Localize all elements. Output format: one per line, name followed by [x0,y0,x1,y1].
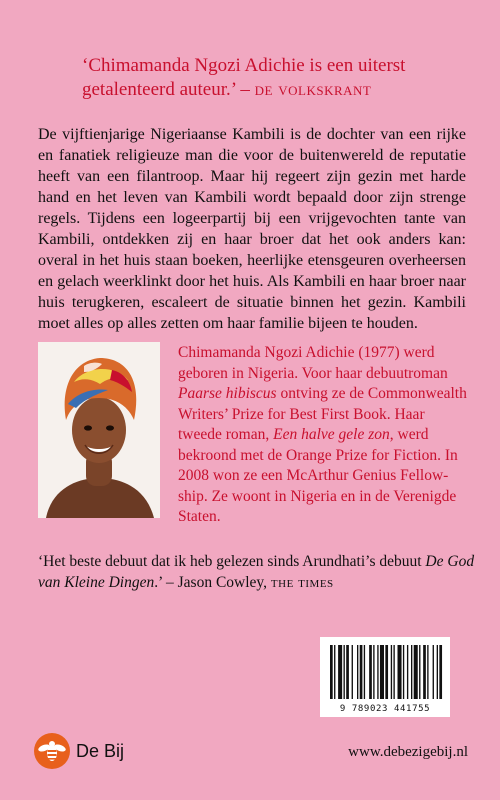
barcode-bars [320,637,450,703]
bio-text-1: Chimamanda Ngozi Adichie (1977) werd geboren in Nigeria. Voor haar debuutroman [178,344,448,382]
top-quote-dash: – [235,79,255,100]
bio-title-2: Een halve gele zon [273,426,390,443]
publisher [34,733,124,769]
author-portrait-image [38,342,160,518]
bee-logo-icon [34,733,70,769]
publisher-website: www.debezigebij.nl [348,744,468,760]
top-quote [82,54,472,102]
bottom-quote-end: .’ – Jason Cowley, [154,574,271,591]
barcode-digits: 9 789023 441755 [339,704,431,714]
bio-text-2: ontving ze de Commonwealth Writers’ Prize for Best First Book. Haar tweede roman, [178,385,467,443]
bottom-quote-text: ‘Het beste debuut dat ik heb gelezen sinds Arundhati’s debuut [38,553,426,570]
author-photo [38,342,160,518]
bottom-quote [38,551,478,593]
bottom-quote-source: the times [270,574,334,591]
author-bio [178,343,468,528]
barcode [320,637,450,717]
bio-title-1: Paarse hibiscus [178,385,277,402]
bio-text-3: , werd bekroond met de Orange Prize for Fiction. In 2008 won ze een McArthur Genius Fellow-ship. Ze woont in Nigeria en in de Verenigde Staten. [178,426,458,525]
book-blurb: De vijftienjarige Nigeriaanse Kambili is de dochter van een rijke en fanatiek religieuze man die voor de buitenwereld de reputatie heeft van een filantroop. Maar hij regeert zijn gezin met harde hand en het leven van Kambili wordt bepaald door zijn strenge regels. Tijdens een logeerpartij bij een vrijgevochten tante van Kambili, ontdekken zij en haar broer dat het ook anders kan: overal in het huis staan boeken, heerlijke etensgeuren overheersen en gelach weerklinkt door het huis. Als Kambili en haar broer naar huis terugkeren, escaleert de situatie binnen het gezin. Kambili moet alles op alles zetten om haar familie bijeen te houden. [38,126,466,332]
bottom-quote-title: De God van Kleine Dingen [38,553,475,591]
top-quote-source: de volkskrant [254,79,372,100]
publisher-name: De Bij [76,740,125,761]
top-quote-text: ‘Chimamanda Ngozi Adichie is een uiterst getalenteerd auteur.’ [82,55,406,100]
